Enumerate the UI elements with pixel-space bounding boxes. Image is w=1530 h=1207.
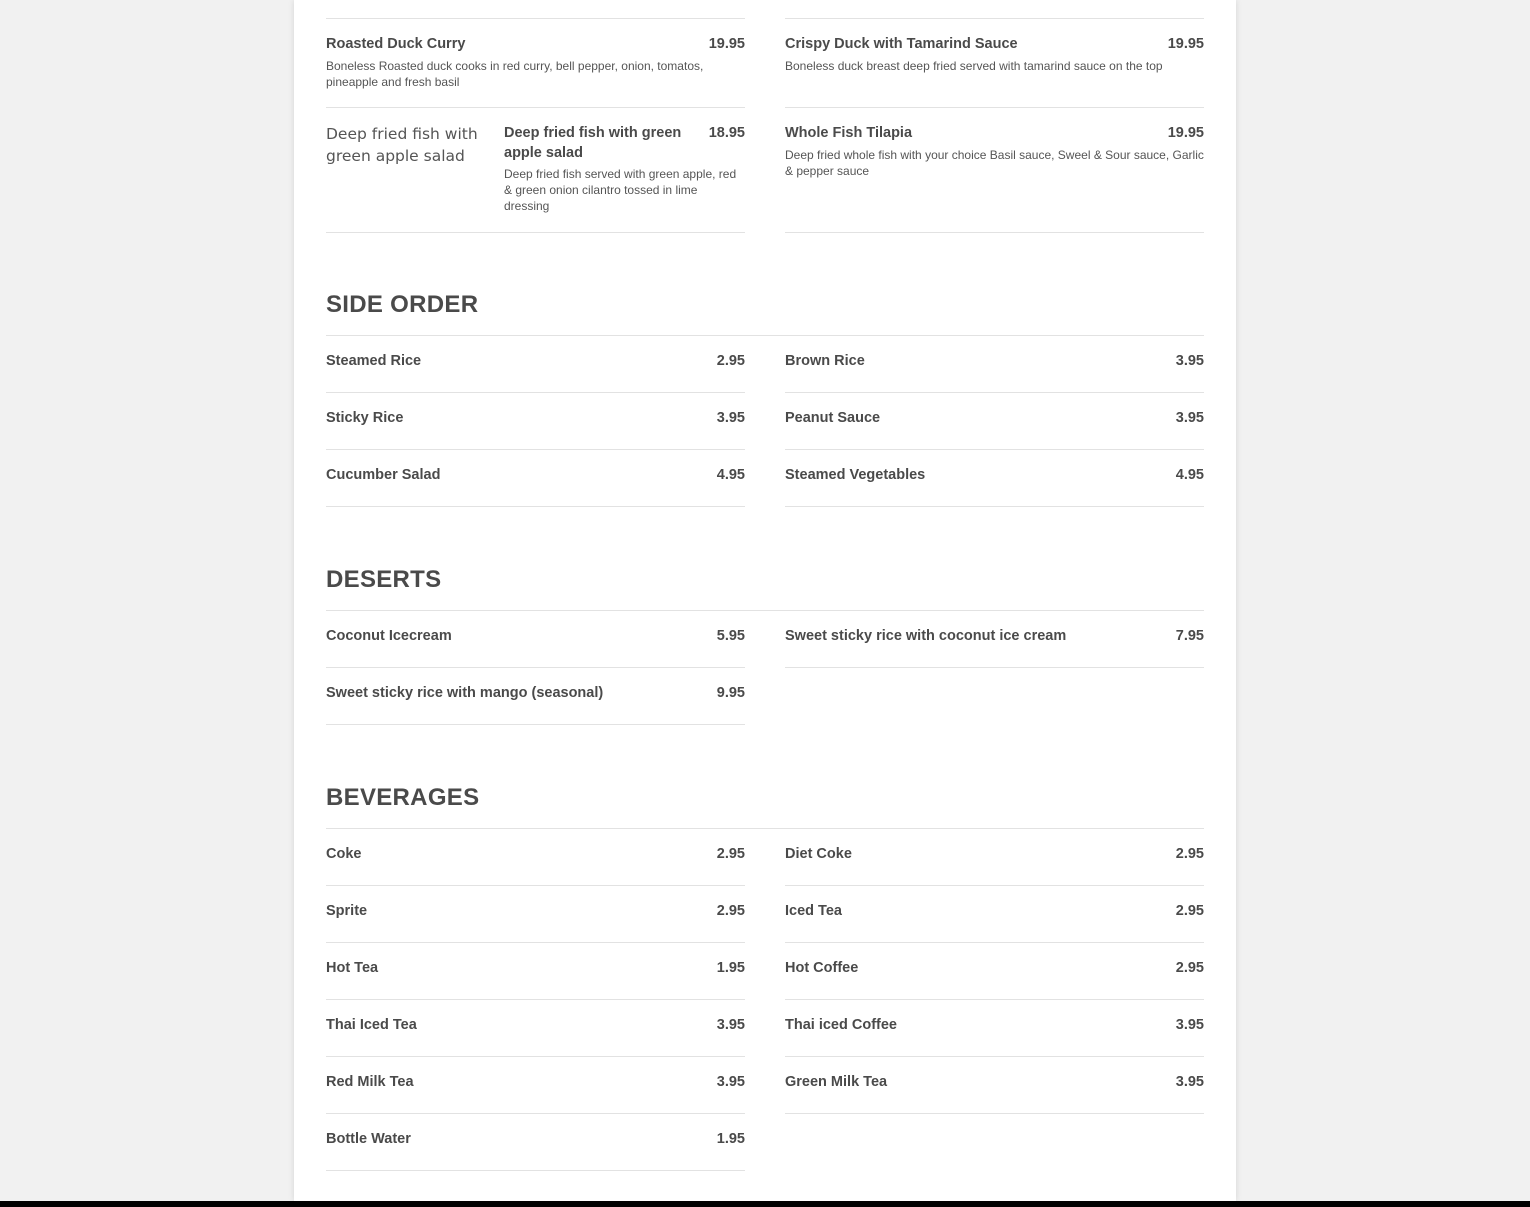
beverages-right-column — [785, 829, 1204, 1114]
item-description: Deep fried whole fish with your choice Basil sauce, Sweel & Sour sauce, Garlic & pepper sauce — [785, 148, 1204, 178]
item-description: Boneless Roasted duck cooks in red curry, bell pepper, onion, tomatos, pineapple and fresh basil — [326, 59, 704, 89]
menu-item[interactable] — [326, 829, 745, 886]
item-name: Hot Tea — [326, 960, 379, 976]
item-price: 4.95 — [716, 467, 745, 483]
item-name: Green Milk Tea — [785, 1074, 888, 1090]
menu-item[interactable] — [785, 393, 1204, 450]
beverages-left-column — [326, 829, 745, 1171]
item-price: 4.95 — [1175, 467, 1204, 483]
menu-item[interactable] — [326, 668, 745, 725]
deserts-left-column — [326, 611, 745, 725]
item-name: Roasted Duck Curry — [326, 36, 466, 52]
item-name: Steamed Rice — [326, 353, 422, 369]
item-price: 2.95 — [1175, 960, 1204, 976]
menu-item[interactable] — [326, 1000, 745, 1057]
item-price: 19.95 — [1167, 36, 1204, 52]
item-price: 19.95 — [1167, 125, 1204, 141]
bottom-bar — [0, 1201, 1530, 1207]
menu-item[interactable] — [326, 108, 745, 233]
item-name: Diet Coke — [785, 846, 852, 862]
item-name: Deep fried fish with green apple salad — [504, 125, 682, 161]
menu-item[interactable] — [785, 450, 1204, 507]
item-name: Iced Tea — [785, 903, 842, 919]
item-name: Brown Rice — [785, 353, 865, 369]
menu-item[interactable] — [785, 943, 1204, 1000]
item-name: Sweet sticky rice with mango (seasonal) — [326, 685, 604, 701]
item-price: 2.95 — [716, 846, 745, 862]
menu-item[interactable] — [785, 886, 1204, 943]
menu-item[interactable] — [326, 19, 745, 108]
item-name: Cucumber Salad — [326, 467, 441, 483]
menu-item[interactable] — [326, 336, 745, 393]
menu-page — [294, 0, 1236, 1201]
mains-right-column — [785, 19, 1204, 233]
menu-item[interactable] — [326, 943, 745, 1000]
item-price: 3.95 — [1175, 353, 1204, 369]
item-price: 2.95 — [1175, 846, 1204, 862]
menu-item[interactable] — [326, 1114, 745, 1171]
menu-item[interactable] — [785, 829, 1204, 886]
item-price: 18.95 — [708, 125, 745, 141]
item-name: Coke — [326, 846, 362, 862]
item-name: Steamed Vegetables — [785, 467, 926, 483]
item-description: Deep fried fish served with green apple, red & green onion cilantro tossed in lime dressing — [504, 167, 737, 213]
item-price: 1.95 — [716, 960, 745, 976]
item-price: 3.95 — [1175, 410, 1204, 426]
section-title-deserts: DESERTS — [326, 566, 1204, 611]
item-name: Thai Iced Tea — [326, 1017, 417, 1033]
item-name: Red Milk Tea — [326, 1074, 414, 1090]
side-order-left-column — [326, 336, 745, 507]
deserts-right-column — [785, 611, 1204, 668]
item-name: Whole Fish Tilapia — [785, 125, 913, 141]
item-price: 2.95 — [716, 353, 745, 369]
item-image: Deep fried fish with green apple salad — [326, 125, 478, 165]
item-text — [504, 123, 745, 214]
menu-item[interactable] — [785, 108, 1204, 233]
menu-item[interactable] — [785, 611, 1204, 668]
item-price: 3.95 — [1175, 1017, 1204, 1033]
item-price: 3.95 — [716, 1074, 745, 1090]
menu-item[interactable] — [785, 1000, 1204, 1057]
item-price: 9.95 — [716, 685, 745, 701]
mains-left-column — [326, 19, 745, 233]
item-price: 2.95 — [1175, 903, 1204, 919]
item-name: Sweet sticky rice with coconut ice cream — [785, 628, 1067, 644]
item-price: 3.95 — [1175, 1074, 1204, 1090]
menu-item[interactable] — [785, 1057, 1204, 1114]
menu-item[interactable] — [785, 336, 1204, 393]
menu-item[interactable] — [326, 611, 745, 668]
item-description: Boneless duck breast deep fried served with tamarind sauce on the top — [785, 59, 1163, 73]
menu-item[interactable] — [326, 393, 745, 450]
item-name: Crispy Duck with Tamarind Sauce — [785, 36, 1018, 52]
section-title-beverages: BEVERAGES — [326, 784, 1204, 829]
item-name: Sticky Rice — [326, 410, 404, 426]
item-name: Bottle Water — [326, 1131, 411, 1147]
menu-item[interactable] — [326, 886, 745, 943]
item-price: 19.95 — [708, 36, 745, 52]
item-price: 3.95 — [716, 1017, 745, 1033]
item-name: Hot Coffee — [785, 960, 859, 976]
section-title-side-order: SIDE ORDER — [326, 291, 1204, 336]
item-price: 5.95 — [716, 628, 745, 644]
item-price: 1.95 — [716, 1131, 745, 1147]
item-price: 3.95 — [716, 410, 745, 426]
item-price: 2.95 — [716, 903, 745, 919]
item-name: Peanut Sauce — [785, 410, 881, 426]
item-name: Coconut Icecream — [326, 628, 452, 644]
menu-item[interactable] — [326, 450, 745, 507]
menu-item[interactable] — [785, 19, 1204, 108]
menu-item[interactable] — [326, 1057, 745, 1114]
item-price: 7.95 — [1175, 628, 1204, 644]
side-order-right-column — [785, 336, 1204, 507]
item-name: Thai iced Coffee — [785, 1017, 897, 1033]
item-name: Sprite — [326, 903, 368, 919]
